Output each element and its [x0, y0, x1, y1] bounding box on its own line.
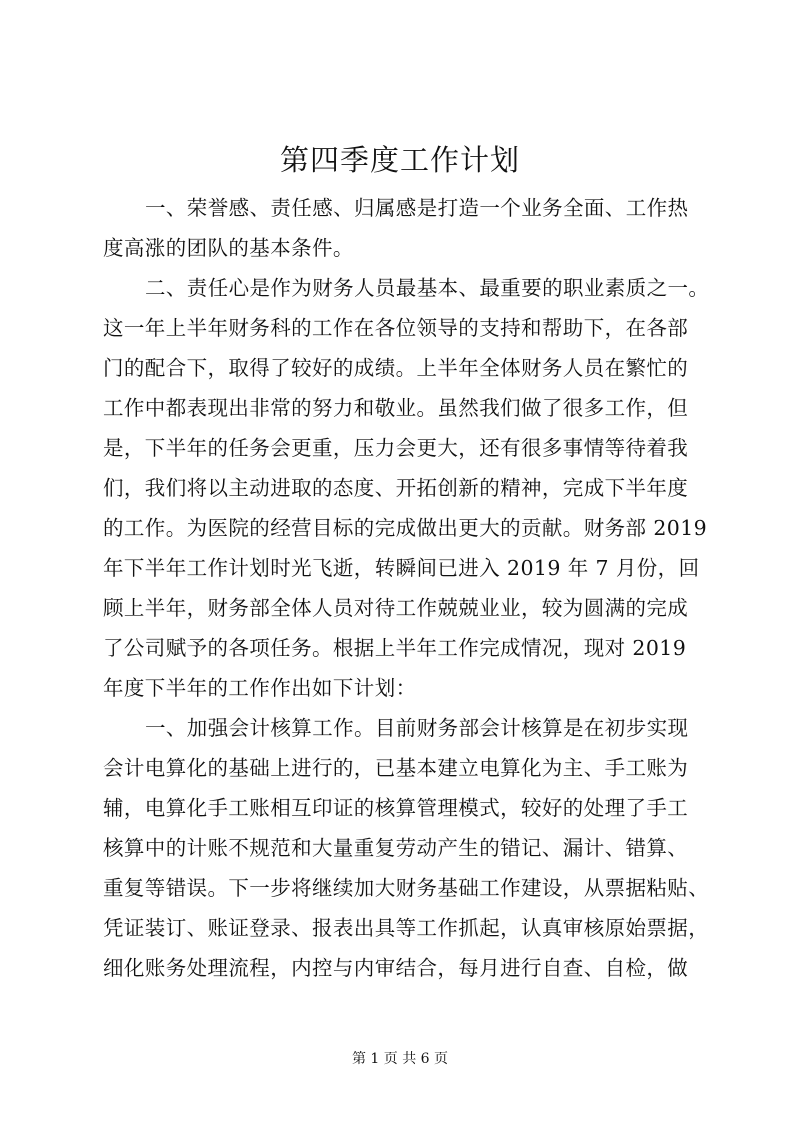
document-body: [103, 188, 715, 988]
text-line: 一、荣誉感、责任感、归属感是打造一个业务全面、工作热: [145, 196, 689, 220]
text-line: 门的配合下，取得了较好的成绩。上半年全体财务人员在繁忙的: [103, 356, 689, 380]
text-line: 顾上半年，财务部全体人员对待工作兢兢业业，较为圆满的完成: [103, 596, 689, 620]
text-line: 二、责任心是作为财务人员最基本、最重要的职业素质之一。: [145, 276, 710, 300]
text-line: 工作中都表现出非常的努力和敬业。虽然我们做了很多工作，但: [103, 396, 689, 420]
text-line: 一、加强会计核算工作。目前财务部会计核算是在初步实现: [145, 716, 689, 740]
text-line: 年度下半年的工作作出如下计划：: [103, 676, 417, 700]
text-line: 细化账务处理流程，内控与内审结合，每月进行自查、自检，做: [103, 956, 689, 980]
text-line: 这一年上半年财务科的工作在各位领导的支持和帮助下，在各部: [103, 316, 689, 340]
text-line: 的工作。为医院的经营目标的完成做出更大的贡献。财务部 2019: [103, 516, 708, 540]
text-line: 辅，电算化手工账相互印证的核算管理模式，较好的处理了手工: [103, 796, 689, 820]
text-line: 度高涨的团队的基本条件。: [103, 236, 354, 260]
page-footer: 第 1 页 共 6 页: [351, 1051, 449, 1067]
text-line: 了公司赋予的各项任务。根据上半年工作完成情况，现对 2019: [103, 636, 687, 660]
text-line: 年下半年工作计划时光飞逝，转瞬间已进入 2019 年 7 月份，回: [103, 556, 700, 580]
text-line: 重复等错误。下一步将继续加大财务基础工作建设，从票据粘贴、: [103, 876, 710, 900]
page-title: 第四季度工作计划: [279, 143, 520, 177]
text-line: 会计电算化的基础上进行的，已基本建立电算化为主、手工账为: [103, 756, 689, 780]
text-line: 是，下半年的任务会更重，压力会更大，还有很多事情等待着我: [103, 436, 689, 460]
text-line: 凭证装订、账证登录、报表出具等工作抓起，认真审核原始票据，: [103, 916, 710, 940]
text-line: 们，我们将以主动进取的态度、开拓创新的精神，完成下半年度: [103, 476, 689, 500]
text-line: 核算中的计账不规范和大量重复劳动产生的错记、漏计、错算、: [103, 836, 689, 860]
